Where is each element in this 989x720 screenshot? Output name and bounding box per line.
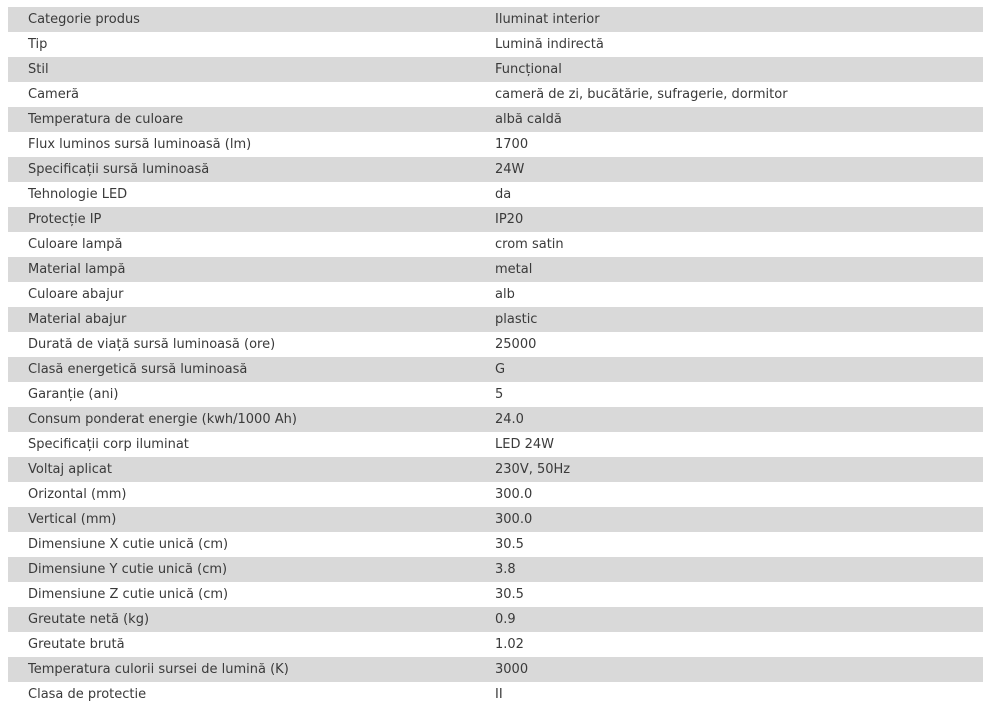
table-row bbox=[8, 432, 983, 457]
spec-label: Specificații corp iluminat bbox=[28, 437, 189, 452]
table-row bbox=[8, 532, 983, 557]
spec-label: Greutate netă (kg) bbox=[8, 607, 495, 632]
table-row bbox=[8, 607, 983, 632]
table-row bbox=[8, 157, 983, 182]
spec-value: 24W bbox=[495, 157, 983, 182]
table-row bbox=[8, 382, 983, 407]
spec-value: cameră de zi, bucătărie, sufragerie, dormitor bbox=[495, 87, 788, 102]
table-row bbox=[8, 82, 983, 107]
spec-label: Dimensiune X cutie unică (cm) bbox=[28, 537, 229, 552]
spec-value: 1.02 bbox=[495, 637, 524, 652]
spec-value: IP20 bbox=[495, 207, 983, 232]
table-row bbox=[8, 457, 983, 482]
table-row bbox=[8, 582, 983, 607]
spec-value: da bbox=[495, 187, 512, 202]
spec-label: Specificații sursă luminoasă bbox=[8, 157, 495, 182]
spec-label: Culoare lampă bbox=[28, 237, 123, 252]
table-row bbox=[8, 357, 983, 382]
spec-value: 3.8 bbox=[495, 557, 983, 582]
spec-label: Culoare abajur bbox=[28, 287, 124, 302]
spec-value: Funcțional bbox=[495, 57, 983, 82]
spec-value: 24.0 bbox=[495, 407, 983, 432]
spec-label: Temperatura culorii sursei de lumină (K) bbox=[8, 657, 495, 682]
table-row bbox=[8, 257, 983, 282]
spec-value: 230V, 50Hz bbox=[495, 457, 983, 482]
spec-label: Clasă energetică sursă luminoasă bbox=[8, 357, 495, 382]
spec-value: 5 bbox=[495, 387, 504, 402]
spec-label: Durată de viață sursă luminoasă (ore) bbox=[28, 337, 276, 352]
table-row bbox=[8, 632, 983, 657]
spec-label: Dimensiune Z cutie unică (cm) bbox=[28, 587, 229, 602]
spec-value: 1700 bbox=[495, 137, 529, 152]
spec-value: 30.5 bbox=[495, 587, 524, 602]
spec-label: Material lampă bbox=[8, 257, 495, 282]
spec-value: 300.0 bbox=[495, 507, 983, 532]
spec-value: 3000 bbox=[495, 657, 983, 682]
spec-value: 0.9 bbox=[495, 607, 983, 632]
table-row bbox=[8, 507, 983, 532]
table-row bbox=[8, 182, 983, 207]
spec-label: Cameră bbox=[28, 87, 80, 102]
spec-label: Clasa de protectie bbox=[28, 687, 147, 702]
spec-value: metal bbox=[495, 257, 983, 282]
table-row bbox=[8, 232, 983, 257]
table-row bbox=[8, 57, 983, 82]
spec-label: Tehnologie LED bbox=[28, 187, 128, 202]
spec-value: II bbox=[495, 687, 503, 702]
spec-label: Tip bbox=[28, 37, 48, 52]
spec-label: Material abajur bbox=[8, 307, 495, 332]
spec-value: 25000 bbox=[495, 337, 537, 352]
spec-value: 300.0 bbox=[495, 487, 533, 502]
spec-value: LED 24W bbox=[495, 437, 554, 452]
table-row bbox=[8, 332, 983, 357]
table-row bbox=[8, 307, 983, 332]
spec-value: crom satin bbox=[495, 237, 564, 252]
spec-table-body bbox=[8, 7, 983, 707]
table-row bbox=[8, 132, 983, 157]
spec-label: Stil bbox=[8, 57, 495, 82]
table-row bbox=[8, 107, 983, 132]
spec-label: Flux luminos sursă luminoasă (lm) bbox=[28, 137, 252, 152]
spec-label: Orizontal (mm) bbox=[28, 487, 127, 502]
spec-value: G bbox=[495, 357, 983, 382]
spec-label: Greutate brută bbox=[28, 637, 125, 652]
spec-value: 30.5 bbox=[495, 537, 524, 552]
table-row bbox=[8, 207, 983, 232]
spec-value: Iluminat interior bbox=[495, 7, 983, 32]
table-row bbox=[8, 32, 983, 57]
table-row bbox=[8, 557, 983, 582]
spec-table bbox=[8, 7, 983, 707]
spec-label: Dimensiune Y cutie unică (cm) bbox=[8, 557, 495, 582]
spec-label: Protecție IP bbox=[8, 207, 495, 232]
spec-label: Vertical (mm) bbox=[8, 507, 495, 532]
table-row bbox=[8, 282, 983, 307]
table-row bbox=[8, 407, 983, 432]
spec-label: Voltaj aplicat bbox=[8, 457, 495, 482]
spec-label: Garanție (ani) bbox=[28, 387, 119, 402]
table-row bbox=[8, 682, 983, 707]
spec-label: Categorie produs bbox=[8, 7, 495, 32]
table-row bbox=[8, 482, 983, 507]
spec-label: Consum ponderat energie (kwh/1000 Ah) bbox=[8, 407, 495, 432]
table-row bbox=[8, 657, 983, 682]
spec-value: albă caldă bbox=[495, 107, 983, 132]
table-row bbox=[8, 7, 983, 32]
spec-value: plastic bbox=[495, 307, 983, 332]
spec-label: Temperatura de culoare bbox=[8, 107, 495, 132]
spec-value: Lumină indirectă bbox=[495, 37, 604, 52]
spec-value: alb bbox=[495, 287, 515, 302]
